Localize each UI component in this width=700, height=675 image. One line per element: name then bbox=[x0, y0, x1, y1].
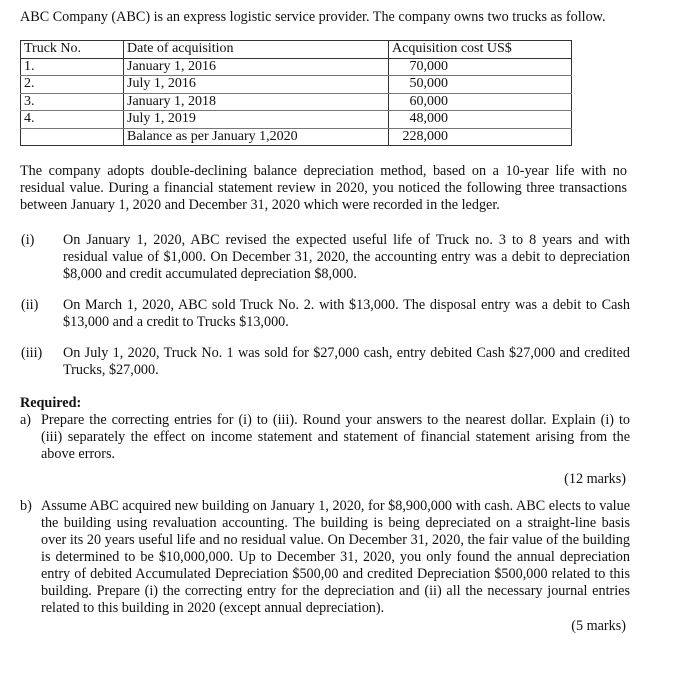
truck-table bbox=[20, 40, 572, 146]
table-row bbox=[21, 76, 572, 94]
item-text: On January 1, 2020, ABC revised the expected useful life of Truck no. 3 to 8 years and with residual value of $1,000. On December 31, 2020, the accounting entry was a debit to depreciation $8,000 and credit accumulated depreciation $8,000. bbox=[63, 232, 630, 282]
question-b-label: b) bbox=[20, 498, 32, 514]
cell-cost bbox=[389, 111, 572, 129]
cost-value: 50,000 bbox=[409, 76, 448, 91]
item-number: (iii) bbox=[21, 345, 43, 361]
document bbox=[20, 9, 630, 635]
cost-value: 60,000 bbox=[409, 93, 448, 109]
transaction-item bbox=[20, 297, 630, 331]
cell-cost bbox=[389, 58, 572, 76]
cell-cost bbox=[389, 93, 572, 111]
cell-balance bbox=[389, 128, 572, 146]
cell-date: July 1, 2019 bbox=[124, 111, 389, 129]
balance-label: Balance as per January 1,2020 bbox=[124, 128, 389, 146]
item-number: (ii) bbox=[21, 297, 39, 313]
cell-date: January 1, 2016 bbox=[124, 58, 389, 76]
question-a-text: Prepare the correcting entries for (i) to (iii). Round your answers to the nearest dollar. Explain (i) to (iii) separately the effect on income statement and statement of financial statement arising from the above errors. bbox=[41, 412, 630, 462]
cell-truck-no: 2. bbox=[21, 76, 124, 94]
header-truck-no: Truck No. bbox=[21, 41, 124, 59]
intro-paragraph: ABC Company (ABC) is an express logistic service provider. The company owns two trucks as follow. bbox=[20, 9, 606, 25]
question-a-marks: (12 marks) bbox=[564, 471, 626, 487]
item-text: On March 1, 2020, ABC sold Truck No. 2. with $13,000. The disposal entry was a debit to Cash $13,000 and a credit to Trucks $13,000. bbox=[63, 297, 630, 330]
transaction-item bbox=[20, 232, 630, 283]
cell-date: July 1, 2016 bbox=[124, 76, 389, 94]
method-paragraph: The company adopts double-declining balance depreciation method, based on a 10-year life with no residual value. During a financial statement review in 2020, you noticed the following three transactions between January 1, 2020 and December 31, 2020 which were recorded in the ledger. bbox=[20, 163, 627, 213]
question-a bbox=[20, 412, 630, 463]
question-b-marks: (5 marks) bbox=[571, 618, 626, 634]
cost-value: 70,000 bbox=[409, 58, 448, 74]
question-a-label: a) bbox=[20, 412, 32, 428]
header-cost: Acquisition cost US$ bbox=[389, 41, 572, 59]
table-row bbox=[21, 111, 572, 129]
cell-empty bbox=[21, 128, 124, 146]
balance-value: 228,000 bbox=[402, 128, 448, 144]
table-row bbox=[21, 93, 572, 111]
table-row bbox=[21, 58, 572, 76]
cell-truck-no: 3. bbox=[21, 93, 124, 111]
transaction-item bbox=[20, 345, 630, 379]
cell-cost bbox=[389, 76, 572, 94]
table-header-row bbox=[21, 41, 572, 59]
cell-truck-no: 1. bbox=[21, 58, 124, 76]
item-text: On July 1, 2020, Truck No. 1 was sold for $27,000 cash, entry debited Cash $27,000 and credited Trucks, $27,000. bbox=[63, 345, 630, 378]
question-b bbox=[20, 498, 630, 617]
cost-value: 48,000 bbox=[409, 111, 448, 126]
table-balance-row bbox=[21, 128, 572, 146]
question-b-text: Assume ABC acquired new building on January 1, 2020, for $8,900,000 with cash. ABC elects to value the building using revaluation accounting. The building is being depreciated on a straight-line basis over its 20 years useful life and no residual value. On December 31, 2020, the fair value of the building is determined to be $10,000,000. Up to December 31, 2020, you only found the annual depreciation entry of debited Accumulated Depreciation $500,00 and credited Depreciation $500,000 related to this building. Prepare (i) the correcting entry for the depreciation and (ii) all the necessary journal entries related to this building in 2020 (except annual depreciation). bbox=[41, 498, 630, 616]
required-heading: Required: bbox=[20, 395, 82, 411]
item-number: (i) bbox=[21, 232, 35, 248]
header-date: Date of acquisition bbox=[124, 41, 389, 59]
cell-date: January 1, 2018 bbox=[124, 93, 389, 111]
cell-truck-no: 4. bbox=[21, 111, 124, 129]
